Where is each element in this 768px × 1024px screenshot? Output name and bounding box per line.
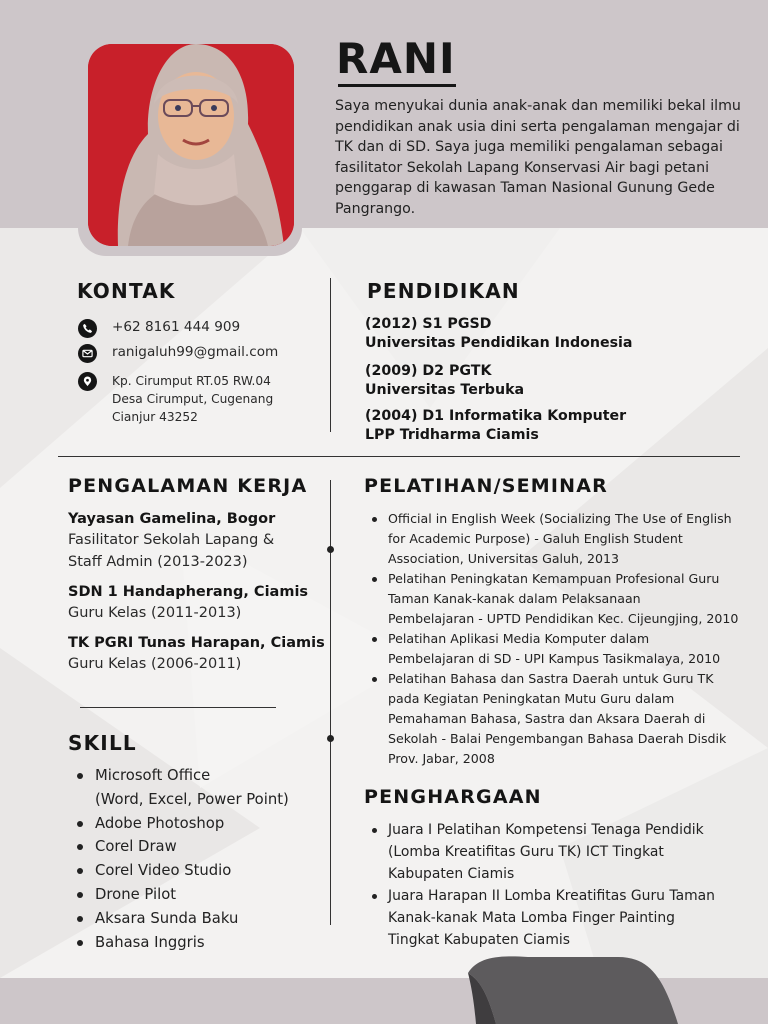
skill-item-continued: (Word, Excel, Power Point) <box>95 790 289 808</box>
skill-item: Microsoft Office <box>77 764 289 788</box>
training-line: pada Kegiatan Peningkatan Mutu Guru dalam <box>388 691 675 706</box>
address-line: Cianjur 43252 <box>112 410 198 424</box>
training-line: Taman Kanak-kanak dalam Pelaksanaan <box>388 591 641 606</box>
skill-item: Bahasa Inggris <box>77 931 289 955</box>
education-school: Universitas Pendidikan Indonesia <box>365 335 633 351</box>
divider-horizontal <box>58 456 740 457</box>
skill-title: SKILL <box>68 731 137 755</box>
job-item <box>68 633 328 675</box>
job-role: Fasilitator Sekolah Lapang & <box>68 532 275 548</box>
education-degree: (2004) D1 Informatika Komputer <box>365 408 627 424</box>
training-item <box>365 669 750 769</box>
skill-item: Corel Video Studio <box>77 859 289 883</box>
award-line: Tingkat Kabupaten Ciamis <box>388 932 570 948</box>
training-item <box>365 629 750 669</box>
phone-number: +62 8161 444 909 <box>112 319 241 335</box>
mail-icon <box>78 344 97 363</box>
address-line: Desa Cirumput, Cugenang <box>112 392 274 406</box>
award-line: Juara Harapan II Lomba Kreatifitas Guru Taman <box>388 888 715 904</box>
decorative-ribbon <box>468 955 700 1024</box>
award-line: Juara I Pelatihan Kompetensi Tenaga Pendidik <box>388 822 704 838</box>
location-pin-icon <box>78 372 97 391</box>
training-line: Pembelajaran di SD - UPI Kampus Tasikmalaya, 2010 <box>388 651 721 666</box>
job-role: Guru Kelas (2006-2011) <box>68 656 242 672</box>
training-line: Pelatihan Peningkatan Kemampuan Profesional Guru <box>388 571 720 586</box>
education-item <box>365 407 626 445</box>
education-item <box>365 362 524 400</box>
address-line: Kp. Cirumput RT.05 RW.04 <box>112 374 271 388</box>
education-degree: (2009) D2 PGTK <box>365 363 492 379</box>
job-item <box>68 582 328 624</box>
award-item <box>365 885 750 951</box>
training-list <box>365 509 750 769</box>
training-line: Pembelajaran - UPTD Pendidikan Kec. Cijeungjing, 2010 <box>388 611 739 626</box>
training-line: Pemahaman Bahasa, Sastra dan Aksara Daerah di <box>388 711 706 726</box>
divider-vertical-top <box>330 278 331 432</box>
award-line: (Lomba Kreatifitas Guru TK) ICT Tingkat <box>388 844 664 860</box>
job-role: Guru Kelas (2011-2013) <box>68 605 242 621</box>
skill-item: Corel Draw <box>77 835 289 859</box>
job-item <box>68 509 328 573</box>
training-item <box>365 569 750 629</box>
contact-title: KONTAK <box>77 279 176 303</box>
training-line: Pelatihan Aplikasi Media Komputer dalam <box>388 631 650 646</box>
education-title: PENDIDIKAN <box>367 279 520 303</box>
training-line: Association, Universitas Galuh, 2013 <box>388 551 620 566</box>
profile-photo <box>88 44 294 246</box>
awards-list <box>365 819 750 951</box>
job-company: SDN 1 Handapherang, Ciamis <box>68 584 309 600</box>
contact-address <box>78 372 273 426</box>
phone-icon <box>78 319 97 338</box>
training-title: PELATIHAN/SEMINAR <box>364 475 608 497</box>
awards-title: PENGHARGAAN <box>364 786 542 808</box>
skill-item: Adobe Photoshop <box>77 812 289 836</box>
divider-dot <box>327 735 334 742</box>
skill-item: Drone Pilot <box>77 883 289 907</box>
training-item <box>365 509 750 569</box>
skill-item: Aksara Sunda Baku <box>77 907 289 931</box>
skill-divider <box>80 707 276 708</box>
training-line: Sekolah - Balai Pengembangan Bahasa Daerah Disdik <box>388 731 727 746</box>
job-company: Yayasan Gamelina, Bogor <box>68 511 276 527</box>
person-name: RANI <box>336 34 456 83</box>
divider-dot <box>327 546 334 553</box>
training-line: Pelatihan Bahasa dan Sastra Daerah untuk Guru TK <box>388 671 714 686</box>
name-underline <box>338 84 456 87</box>
intro-paragraph: Saya menyukai dunia anak-anak dan memiliki bekal ilmu pendidikan anak usia dini serta pengalaman mengajar di TK dan di SD. Saya juga memiliki pengalaman sebagai fasilitator Sekolah Lapang Konservasi Air bagi petani penggarap di kawasan Taman Nasional Gunung Gede Pangrango. <box>335 98 741 217</box>
contact-email <box>78 344 278 363</box>
skill-list <box>77 764 289 954</box>
job-company: TK PGRI Tunas Harapan, Ciamis <box>68 635 325 651</box>
job-role: Staff Admin (2013-2023) <box>68 554 248 570</box>
award-item <box>365 819 750 885</box>
training-line: for Academic Purpose) - Galuh English Student <box>388 531 683 546</box>
education-item <box>365 315 633 353</box>
award-line: Kanak-kanak Mata Lomba Finger Painting <box>388 910 675 926</box>
training-line: Official in English Week (Socializing The Use of English <box>388 511 732 526</box>
education-school: Universitas Terbuka <box>365 382 525 398</box>
contact-phone <box>78 319 240 338</box>
award-line: Kabupaten Ciamis <box>388 866 515 882</box>
experience-title: PENGALAMAN KERJA <box>68 475 308 497</box>
training-line: Prov. Jabar, 2008 <box>388 751 495 766</box>
education-school: LPP Tridharma Ciamis <box>365 427 539 443</box>
education-degree: (2012) S1 PGSD <box>365 316 492 332</box>
email-address: ranigaluh99@gmail.com <box>112 344 279 360</box>
address <box>112 372 273 426</box>
